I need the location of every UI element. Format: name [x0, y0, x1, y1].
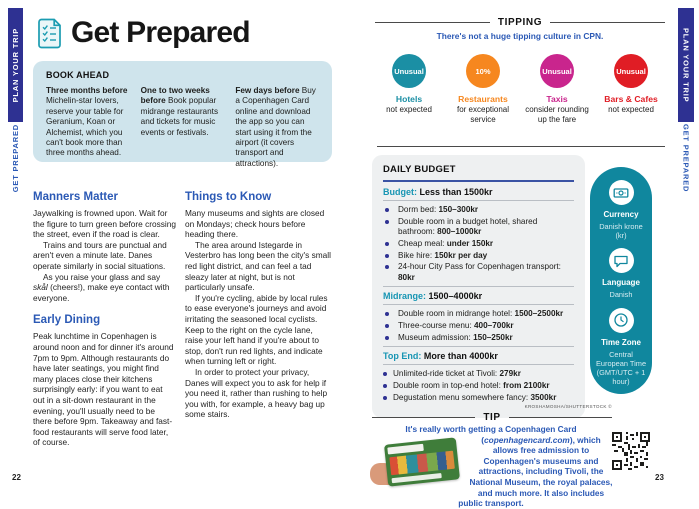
book-ahead-col-3 [235, 86, 319, 169]
manners-paragraph-1: Jaywalking is frowned upon. Wait for the figure to turn green before crossing the street, even if the road is clear. [33, 208, 176, 240]
manners-p3-italic: skål [33, 282, 48, 293]
tipping-heading: TIPPING [497, 17, 543, 28]
language-value: Danish [609, 290, 633, 300]
tipping-label-1: Restaurants [458, 94, 508, 104]
tip-text-url: copenhagencard.com [484, 434, 570, 445]
tipping-desc-1: for exceptional service [456, 105, 510, 124]
copenhagen-card [384, 437, 460, 486]
tipping-desc-3: not expected [608, 105, 654, 114]
midrange-tier-rule [383, 304, 574, 305]
clock-icon [609, 308, 634, 333]
left-chapter-tab [8, 124, 23, 219]
quick-facts-pill [590, 167, 652, 394]
bullet-dot [385, 220, 389, 224]
qr-code [612, 432, 650, 475]
book-ahead-lead-3: Few days before [235, 86, 300, 95]
copenhagen-card-photo [368, 437, 464, 489]
topend-item-1: Unlimited-ride ticket at Tivoli: 279kr [383, 369, 574, 379]
checklist-icon [36, 18, 63, 49]
left-plan-your-trip-band [8, 8, 23, 122]
tipping-rule-right [550, 22, 665, 23]
things-paragraph-4: In order to protect your privacy, Danes will expect you to ask for help if you need it, rather than rushing to help you with, for example, a heavy bag up some stairs. [185, 366, 328, 420]
bullet-dot [385, 265, 389, 269]
midrange-tier-label: Midrange: [383, 291, 427, 302]
manners-p3-pre: As you raise your glass and say [43, 271, 161, 282]
tip-heading: TIP [483, 412, 501, 423]
bullet-dot [385, 312, 389, 316]
manners-paragraph-2: Trains and tours are punctual and aren't even a minute late. Danes operate similarly in social situations. [33, 239, 167, 271]
page-title: Get Prepared [71, 16, 250, 49]
tip-text-post: ), which allows free admission to Copenhagen's museums and attractions, including Tivoli, the National Museum, the royal palaces, and much more. It also includes public transport. [458, 434, 613, 509]
things-paragraph-2: The area around Istegarde in Vesterbro has long been the city's small red light district, and can feel a tad sleazy later at night, but is not particularly unsafe. [185, 239, 331, 293]
right-chapter-label: GET PREPARED [681, 124, 691, 193]
book-ahead-lead-2: One to two weeks before [140, 86, 210, 106]
midrange-item-2: Three-course menu: 400–700kr [383, 321, 574, 331]
tipping-item-taxis [520, 54, 594, 125]
midrange-item-1: Double room in midrange hotel: 1500–2500kr [383, 309, 574, 319]
page-number-right: 23 [655, 473, 664, 482]
right-plan-your-trip-band [678, 8, 694, 122]
tipping-badge-2: Unusual [540, 54, 574, 88]
topend-tier-range: More than 4000kr [423, 350, 498, 361]
budget-item-4: Bike hire: 150kr per day [383, 251, 574, 261]
tipping-desc-0: not expected [386, 105, 432, 114]
manners-paragraph-3 [33, 272, 176, 304]
banknote-icon [609, 180, 634, 205]
topend-tier-list [383, 369, 574, 403]
currency-value: Danish krone (kr) [599, 222, 643, 241]
book-ahead-heading: BOOK AHEAD [46, 70, 110, 80]
bullet-dot [385, 208, 389, 212]
things-paragraph-1: Many museums and sights are closed on Mondays; check hours before heading there. [185, 208, 325, 240]
budget-tier-range: Less than 1500kr [419, 187, 493, 197]
tip-note [368, 424, 614, 509]
tip-rule-right [509, 417, 612, 418]
budget-item-3: Cheap meal: under 150kr [383, 239, 574, 249]
left-page-body [33, 191, 333, 448]
topend-item-2: Double room in top-end hotel: from 2100kr [383, 381, 574, 391]
topend-item-3: Degustation menu somewhere fancy: 3500kr [383, 393, 574, 403]
left-chapter-label: GET PREPARED [11, 124, 20, 193]
bullet-dot [383, 372, 387, 376]
budget-tier-rule [383, 200, 574, 201]
midrange-tier-range: 1500–4000kr [428, 291, 483, 302]
tipping-subtitle: There's not a huge tipping culture in CPN. [436, 31, 604, 41]
midrange-tier-list [383, 309, 574, 343]
language-label: Language [602, 278, 640, 288]
tipping-badge-1: 10% [466, 54, 500, 88]
daily-budget-heading: DAILY BUDGET [383, 164, 456, 175]
timezone-value: Central European Time (GMT/UTC + 1 hour) [595, 349, 647, 387]
bullet-dot [385, 324, 389, 328]
bullet-dot [383, 384, 387, 388]
tipping-rule-left [375, 22, 490, 23]
tipping-item-bars-cafes [594, 54, 668, 125]
topend-tier-rule [383, 364, 574, 365]
book-ahead-box [33, 61, 332, 168]
midrange-item-3: Museum admission: 150–250kr [383, 333, 574, 343]
daily-budget-panel [372, 155, 585, 418]
midrange-tier-heading [383, 291, 574, 301]
tipping-label-2: Taxis [546, 94, 568, 104]
bullet-dot [385, 242, 389, 246]
tipping-item-hotels [372, 54, 446, 125]
budget-tier-list [383, 205, 574, 283]
manners-p3-post: (cheers!), make eye contact with everyone. [33, 282, 170, 303]
book-ahead-text-1: Michelin-star lovers, reserve your table for Geranium, Koan or Alchemist, which you can't book more than three months ahead. [46, 96, 124, 158]
budget-item-1: Dorm bed: 150–300kr [383, 205, 574, 215]
book-ahead-lead-1: Three months before [46, 86, 128, 95]
tipping-items [372, 54, 668, 125]
book-ahead-col-2 [141, 86, 225, 169]
tipping-label-0: Hotels [395, 94, 423, 104]
bullet-dot [385, 336, 389, 340]
tipping-badge-3: Unusual [614, 54, 648, 88]
things-to-know-heading: Things to Know [185, 191, 272, 203]
left-text-column-1 [33, 191, 176, 448]
left-band-label: PLAN YOUR TRIP [11, 27, 20, 103]
right-band-label: PLAN YOUR TRIP [681, 27, 691, 103]
tipping-bottom-rule [377, 146, 665, 147]
right-chapter-tab [678, 124, 694, 219]
tipping-desc-2: consider rounding up the fare [525, 105, 589, 124]
early-dining-paragraph: Peak lunchtime in Copenhagen is around noon and for dinner it's around 7pm to 9pm. Although restaurants do have later seatings, you might find many places close their kitchens surprisingly early: if you want to eat out in a sit-down restaurant in the evening, you'll usually need to be there before 9pm. Takeaway and fast-food restaurants will serve food later, of course. [33, 331, 174, 448]
bullet-dot [385, 254, 389, 258]
speech-bubble-icon [609, 248, 634, 273]
daily-budget-rule [383, 180, 574, 182]
tip-text-pre: It's really worth getting a Copenhagen Card ( [405, 424, 577, 445]
topend-tier-heading [383, 351, 574, 361]
book-ahead-text-2: Book popular midrange restaurants and tickets for music events or festivals. [140, 96, 219, 137]
budget-item-2: Double room in a budget hotel, shared bathroom: 800–1000kr [383, 217, 574, 238]
tipping-item-restaurants [446, 54, 520, 125]
tip-rule-left [372, 417, 475, 418]
tipping-badge-0: Unusual [392, 54, 426, 88]
timezone-label: Time Zone [601, 337, 641, 347]
budget-tier-heading [383, 187, 574, 197]
page-number-left: 22 [12, 473, 21, 482]
midrange-top-rule [383, 286, 574, 287]
manners-matter-heading: Manners Matter [33, 191, 118, 203]
tipping-header [375, 17, 665, 28]
book-ahead-columns [46, 86, 319, 169]
budget-tier-label: Budget: [383, 187, 417, 197]
book-ahead-col-1 [46, 86, 130, 169]
photo-credit: KROSHAMOSHA/SHUTTERSTOCK © [524, 404, 612, 409]
tipping-label-3: Bars & Cafes [604, 94, 658, 104]
budget-item-5: 24-hour City Pass for Copenhagen transport: 80kr [383, 262, 574, 283]
topend-tier-label: Top End: [383, 350, 422, 361]
early-dining-heading: Early Dining [33, 314, 101, 327]
topend-top-rule [383, 346, 574, 347]
tip-header [372, 412, 612, 423]
things-paragraph-3: If you're cycling, abide by local rules to ease everyone's journeys and avoid irritating the seasoned local cyclists. Keep to the right on the cycle lane, raise your left hand if you're about to stop, don't run red lights, and indicate when turning left or right. [185, 292, 328, 367]
currency-label: Currency [603, 210, 639, 219]
left-text-column-2 [185, 191, 333, 448]
book-ahead-text-3: Buy a Copenhagen Card online and download the app so you can start using it from the airport (it covers transport and attractions). [235, 86, 316, 168]
bullet-dot [383, 396, 387, 400]
